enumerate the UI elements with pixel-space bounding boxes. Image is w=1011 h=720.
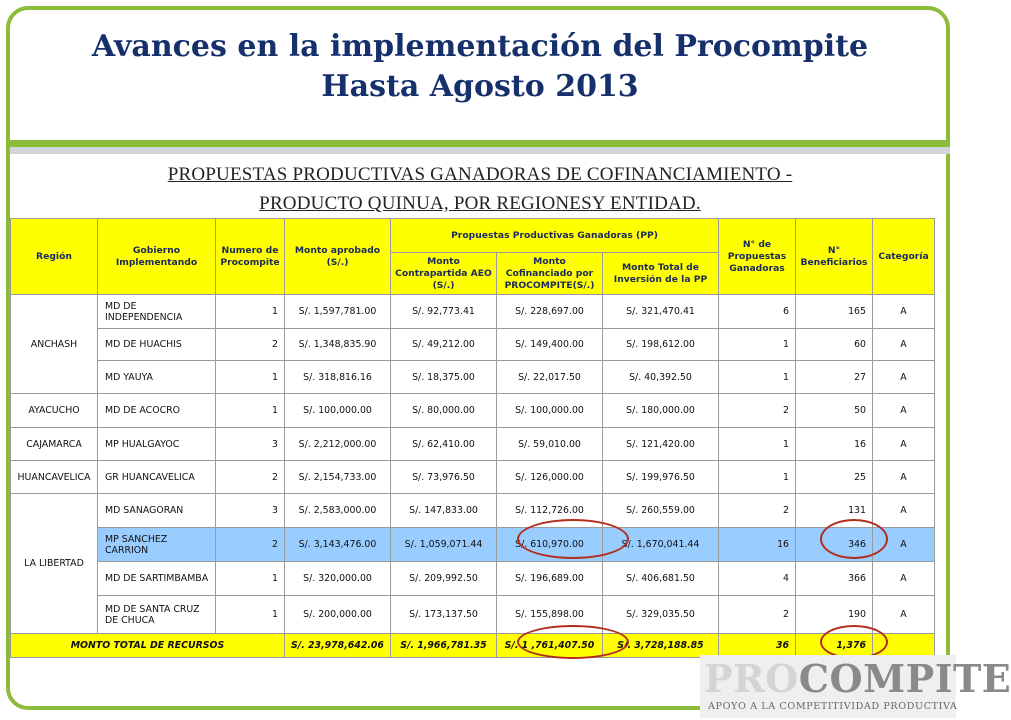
cell-beneficiarios: 27 <box>796 361 873 394</box>
cell-propuestas: 1 <box>719 461 796 494</box>
cell-propuestas: 1 <box>719 428 796 461</box>
cell-propuestas: 2 <box>719 394 796 428</box>
cell-categoria: A <box>873 461 935 494</box>
cell-contrapartida: S/. 18,375.00 <box>391 361 497 394</box>
cell-gobierno: MD DE SANTA CRUZ DE CHUCA <box>98 596 216 634</box>
cell-region: LA LIBERTAD <box>11 494 98 634</box>
cell-gobierno: MD DE ACOCRO <box>98 394 216 428</box>
cell-total: S/. 198,612.00 <box>603 329 719 361</box>
cell-monto: S/. 1,348,835.90 <box>285 329 391 361</box>
cell-region: ANCHASH <box>11 295 98 394</box>
cell-numero: 1 <box>216 394 285 428</box>
cell-total: S/. 321,470.41 <box>603 295 719 329</box>
total-contrapartida: S/. 1,966,781.35 <box>391 634 497 658</box>
cell-numero: 3 <box>216 494 285 528</box>
total-row <box>11 634 935 658</box>
header-region: Región <box>11 219 98 295</box>
table-row <box>11 361 935 394</box>
header-monto-aprobado: Monto aprobado (S/.) <box>285 219 391 295</box>
total-categoria <box>873 634 935 658</box>
cell-gobierno: MD DE INDEPENDENCIA <box>98 295 216 329</box>
cell-beneficiarios: 16 <box>796 428 873 461</box>
cell-propuestas: 1 <box>719 361 796 394</box>
cell-cofinanciado: S/. 100,000.00 <box>497 394 603 428</box>
cell-propuestas: 1 <box>719 329 796 361</box>
table-row <box>11 461 935 494</box>
cell-beneficiarios: 50 <box>796 394 873 428</box>
cell-beneficiarios: 366 <box>796 562 873 596</box>
total-cofinanciado: S/. 1 ,761,407.50 <box>497 634 603 658</box>
slide-subtitle-date: Hasta Agosto 2013 <box>321 69 639 104</box>
cell-propuestas: 6 <box>719 295 796 329</box>
cell-propuestas: 2 <box>719 596 796 634</box>
cell-numero: 2 <box>216 329 285 361</box>
cell-numero: 1 <box>216 295 285 329</box>
total-inversion: S/. 3,728,188.85 <box>603 634 719 658</box>
cell-contrapartida: S/. 92,773.41 <box>391 295 497 329</box>
cell-gobierno: MP SANCHEZ CARRION <box>98 528 216 562</box>
cell-categoria: A <box>873 361 935 394</box>
results-table <box>10 218 935 658</box>
cell-contrapartida: S/. 62,410.00 <box>391 428 497 461</box>
cell-cofinanciado: S/. 126,000.00 <box>497 461 603 494</box>
logo-part-compite: COMPITE <box>798 656 1011 701</box>
table-row <box>11 394 935 428</box>
header-categoria: Categoría <box>873 219 935 295</box>
green-divider <box>10 140 950 147</box>
cell-numero: 1 <box>216 562 285 596</box>
cell-region: AYACUCHO <box>11 394 98 428</box>
header-numero: Numero de Procompite <box>216 219 285 295</box>
cell-cofinanciado: S/. 59,010.00 <box>497 428 603 461</box>
cell-monto: S/. 200,000.00 <box>285 596 391 634</box>
cell-categoria: A <box>873 528 935 562</box>
cell-monto: S/. 2,583,000.00 <box>285 494 391 528</box>
table-row <box>11 295 935 329</box>
cell-gobierno: GR HUANCAVELICA <box>98 461 216 494</box>
cell-cofinanciado: S/. 155,898.00 <box>497 596 603 634</box>
cell-total: S/. 121,420.00 <box>603 428 719 461</box>
cell-gobierno: MP HUALGAYOC <box>98 428 216 461</box>
header-total-inversion: Monto Total de Inversión de la PP <box>603 253 719 295</box>
cell-gobierno: MD YAUYA <box>98 361 216 394</box>
cell-gobierno: MD DE SARTIMBAMBA <box>98 562 216 596</box>
cell-numero: 2 <box>216 528 285 562</box>
cell-contrapartida: S/. 49,212.00 <box>391 329 497 361</box>
logo-tagline: APOYO A LA COMPETITIVIDAD PRODUCTIVA <box>708 701 958 712</box>
cell-contrapartida: S/. 73,976.50 <box>391 461 497 494</box>
cell-total: S/. 406,681.50 <box>603 562 719 596</box>
slide-title: Avances en la implementación del Procompite <box>91 29 869 64</box>
total-monto: S/. 23,978,642.06 <box>285 634 391 658</box>
cell-contrapartida: S/. 80,000.00 <box>391 394 497 428</box>
cell-cofinanciado: S/. 228,697.00 <box>497 295 603 329</box>
logo-wordmark <box>704 658 1011 700</box>
cell-beneficiarios: 165 <box>796 295 873 329</box>
cell-cofinanciado: S/. 149,400.00 <box>497 329 603 361</box>
cell-monto: S/. 318,816.16 <box>285 361 391 394</box>
cell-beneficiarios: 25 <box>796 461 873 494</box>
table-caption-line2: PRODUCTO QUINUA, POR REGIONESY ENTIDAD. <box>259 193 701 214</box>
cell-numero: 1 <box>216 596 285 634</box>
cell-beneficiarios: 60 <box>796 329 873 361</box>
cell-categoria: A <box>873 562 935 596</box>
cell-categoria: A <box>873 494 935 528</box>
header-group-propuestas: Propuestas Productivas Ganadoras (PP) <box>391 219 719 253</box>
logo-part-pro: PRO <box>704 656 799 701</box>
cell-total: S/. 260,559.00 <box>603 494 719 528</box>
header-gobierno: Gobierno Implementando <box>98 219 216 295</box>
cell-propuestas: 2 <box>719 494 796 528</box>
cell-total: S/. 1,670,041.44 <box>603 528 719 562</box>
cell-numero: 3 <box>216 428 285 461</box>
cell-contrapartida: S/. 209,992.50 <box>391 562 497 596</box>
table-row <box>11 562 935 596</box>
cell-cofinanciado: S/. 610,970.00 <box>497 528 603 562</box>
header-n-beneficiarios: N° Beneficiarios <box>796 219 873 295</box>
cell-cofinanciado: S/. 196,689.00 <box>497 562 603 596</box>
header-n-propuestas: N° de Propuestas Ganadoras <box>719 219 796 295</box>
cell-categoria: A <box>873 596 935 634</box>
cell-region: HUANCAVELICA <box>11 461 98 494</box>
cell-contrapartida: S/. 173,137.50 <box>391 596 497 634</box>
cell-propuestas: 16 <box>719 528 796 562</box>
cell-total: S/. 329,035.50 <box>603 596 719 634</box>
title-area <box>10 10 950 140</box>
cell-contrapartida: S/. 147,833.00 <box>391 494 497 528</box>
cell-total: S/. 180,000.00 <box>603 394 719 428</box>
cell-monto: S/. 1,597,781.00 <box>285 295 391 329</box>
cell-numero: 2 <box>216 461 285 494</box>
cell-beneficiarios: 190 <box>796 596 873 634</box>
header-cofinanciado: Monto Cofinanciado por PROCOMPITE(S/.) <box>497 253 603 295</box>
cell-monto: S/. 320,000.00 <box>285 562 391 596</box>
cell-cofinanciado: S/. 112,726.00 <box>497 494 603 528</box>
cell-gobierno: MD DE HUACHIS <box>98 329 216 361</box>
cell-categoria: A <box>873 394 935 428</box>
total-propuestas: 36 <box>719 634 796 658</box>
cell-categoria: A <box>873 329 935 361</box>
cell-categoria: A <box>873 295 935 329</box>
cell-cofinanciado: S/. 22,017.50 <box>497 361 603 394</box>
table-row <box>11 494 935 528</box>
grey-divider <box>10 147 950 154</box>
cell-gobierno: MD SANAGORAN <box>98 494 216 528</box>
cell-contrapartida: S/. 1,059,071.44 <box>391 528 497 562</box>
procompite-logo <box>700 655 1011 718</box>
cell-monto: S/. 2,154,733.00 <box>285 461 391 494</box>
cell-categoria: A <box>873 428 935 461</box>
cell-monto: S/. 100,000.00 <box>285 394 391 428</box>
total-beneficiarios: 1,376 <box>796 634 873 658</box>
cell-region: CAJAMARCA <box>11 428 98 461</box>
header-contrapartida: Monto Contrapartida AEO (S/.) <box>391 253 497 295</box>
cell-propuestas: 4 <box>719 562 796 596</box>
cell-beneficiarios: 346 <box>796 528 873 562</box>
cell-numero: 1 <box>216 361 285 394</box>
table-row <box>11 596 935 634</box>
cell-total: S/. 199,976.50 <box>603 461 719 494</box>
table-caption-line1: PROPUESTAS PRODUCTIVAS GANADORAS DE COFINANCIAMIENTO - <box>167 164 793 185</box>
cell-monto: S/. 2,212,000.00 <box>285 428 391 461</box>
cell-monto: S/. 3,143,476.00 <box>285 528 391 562</box>
cell-beneficiarios: 131 <box>796 494 873 528</box>
total-label: MONTO TOTAL DE RECURSOS <box>11 634 285 658</box>
table-row-highlighted <box>11 528 935 562</box>
table-row <box>11 329 935 361</box>
table-row <box>11 428 935 461</box>
cell-total: S/. 40,392.50 <box>603 361 719 394</box>
